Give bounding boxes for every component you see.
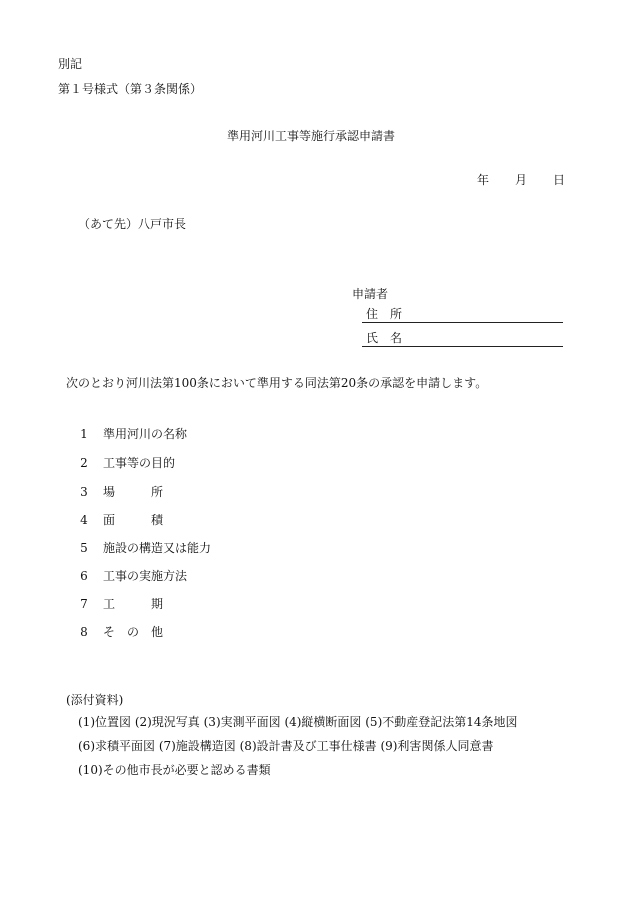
item-number: 8 xyxy=(80,625,88,639)
attachments-heading: (添付資料) xyxy=(66,693,124,707)
item-number: 7 xyxy=(80,597,88,611)
item-label: 工事の実施方法 xyxy=(103,569,188,583)
item-number: 5 xyxy=(80,541,88,555)
item-label: そ の 他 xyxy=(103,625,164,639)
bekki-label: 別記 xyxy=(58,57,83,71)
address-label: 住 所 xyxy=(366,307,403,321)
attachments-line: (10)その他市長が必要と認める書類 xyxy=(78,763,271,777)
item-number: 2 xyxy=(80,456,88,470)
item-label: 準用河川の名称 xyxy=(103,427,188,441)
item-label: 面 積 xyxy=(103,513,164,527)
form-number: 第１号様式（第３条関係） xyxy=(58,82,203,96)
item-number: 6 xyxy=(80,569,88,583)
item-label: 施設の構造又は能力 xyxy=(103,541,212,555)
date-month-label: 月 xyxy=(515,173,528,187)
item-label: 場 所 xyxy=(103,485,164,499)
item-label: 工 期 xyxy=(103,597,164,611)
item-label: 工事等の目的 xyxy=(103,456,176,470)
date-year-label: 年 xyxy=(477,173,490,187)
page-title: 準用河川工事等施行承認申請書 xyxy=(227,129,396,143)
application-statement: 次のとおり河川法第100条において準用する同法第20条の承認を申請します。 xyxy=(66,376,488,390)
attachments-line: (6)求積平面図 (7)施設構造図 (8)設計書及び工事仕様書 (9)利害関係人同意書 xyxy=(78,739,494,753)
addressee: （あて先）八戸市長 xyxy=(78,217,187,231)
name-label: 氏 名 xyxy=(366,331,403,345)
item-number: 1 xyxy=(80,427,88,441)
item-number: 4 xyxy=(80,513,88,527)
address-underline xyxy=(362,322,563,323)
date-day-label: 日 xyxy=(553,173,566,187)
applicant-heading: 申請者 xyxy=(352,287,389,301)
name-underline xyxy=(362,346,563,347)
attachments-line: (1)位置図 (2)現況写真 (3)実測平面図 (4)縦横断面図 (5)不動産登記法第14条地図 xyxy=(78,715,518,729)
item-number: 3 xyxy=(80,485,88,499)
